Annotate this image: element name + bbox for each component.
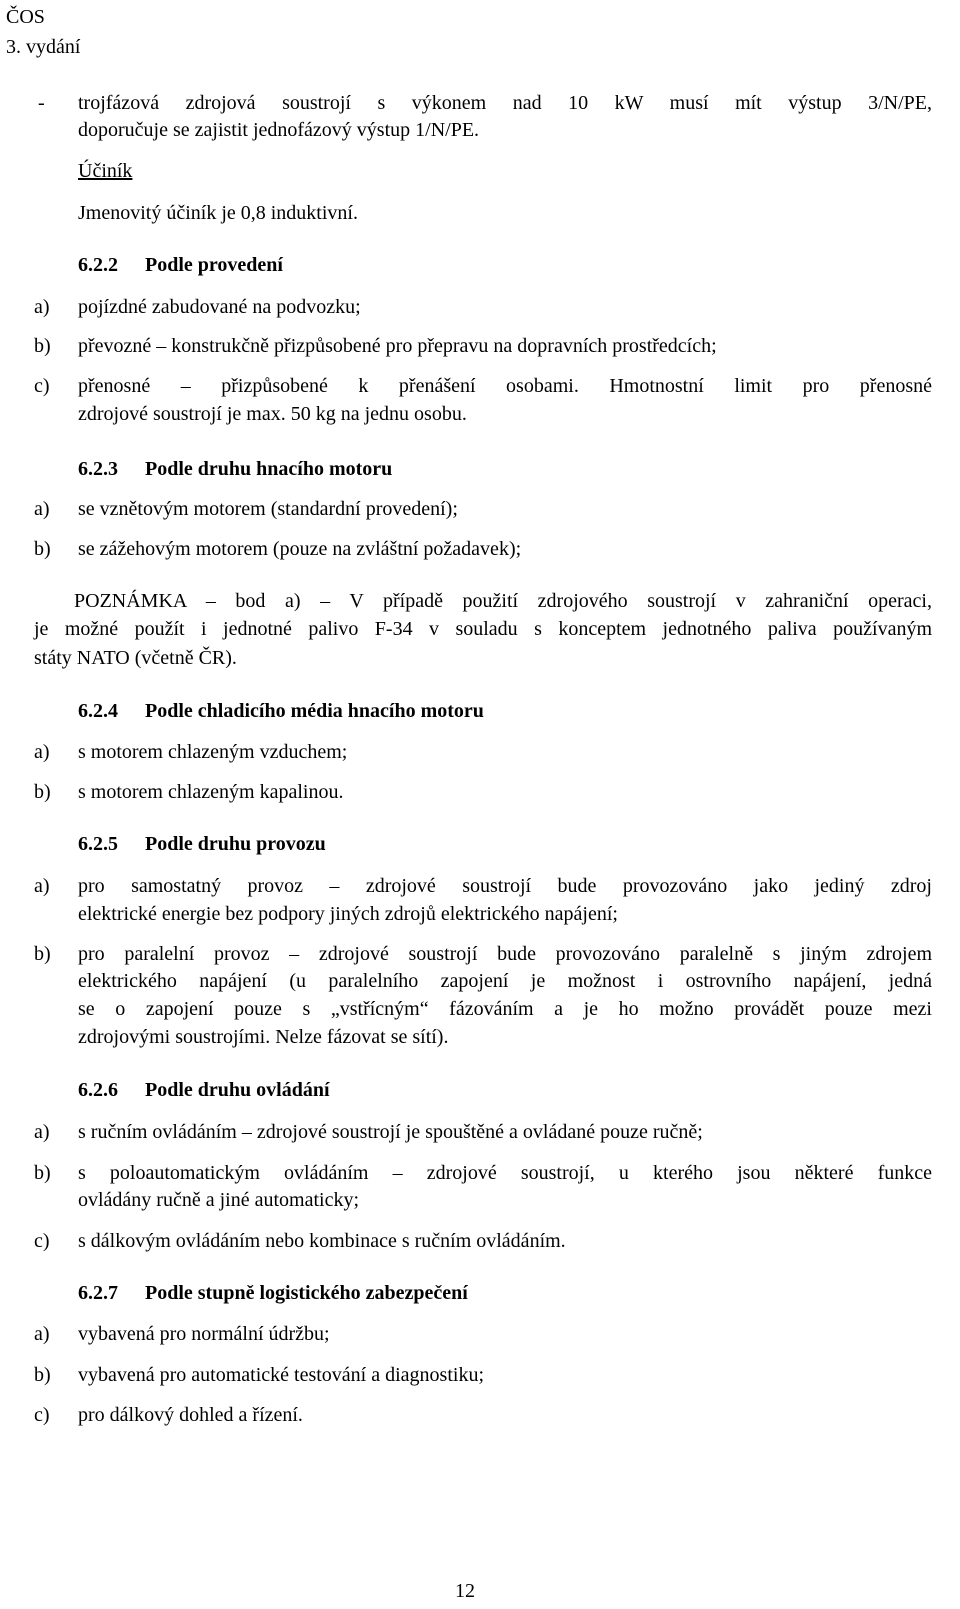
list-item: se zážehovým motorem (pouze na zvláštní požadavek); [78, 538, 522, 560]
list-item: s motorem chlazeným vzduchem; [78, 741, 348, 763]
list-item: s dálkovým ovládáním nebo kombinace s ručním ovládáním. [78, 1230, 566, 1252]
list-dash: - [38, 92, 45, 114]
list-item: pro paralelní provoz – zdrojové soustrojí bude provozováno paralelně s jiným zdrojem [78, 943, 932, 965]
section-title: Podle provedení [145, 254, 283, 276]
list-label: a) [34, 296, 50, 318]
list-label: b) [34, 781, 51, 803]
list-label: c) [34, 1404, 50, 1426]
list-label: c) [34, 375, 50, 397]
intro-line: doporučuje se zajistit jednofázový výstup 1/N/PE. [78, 119, 480, 141]
list-item: pro dálkový dohled a řízení. [78, 1404, 303, 1426]
list-item: vybavená pro normální údržbu; [78, 1323, 330, 1345]
list-label: a) [34, 741, 50, 763]
list-label: b) [34, 1364, 51, 1386]
list-item: přenosné – přizpůsobené k přenášení osobami. Hmotnostní limit pro přenosné [78, 375, 932, 397]
note-line: POZNÁMKA – bod a) – V případě použití zdrojového soustrojí v zahraniční operaci, [74, 590, 932, 612]
list-label: b) [34, 335, 51, 357]
section-number: 6.2.5 [78, 833, 118, 855]
list-item: vybavená pro automatické testování a diagnostiku; [78, 1364, 484, 1386]
list-label: c) [34, 1230, 50, 1252]
list-item: zdrojovými soustrojími. Nelze fázovat se sítí). [78, 1026, 449, 1048]
power-factor-heading: Účiník [78, 160, 133, 182]
list-label: b) [34, 1162, 51, 1184]
list-item: převozné – konstrukčně přizpůsobené pro přepravu na dopravních prostředcích; [78, 335, 717, 357]
list-item: pojízdné zabudované na podvozku; [78, 296, 361, 318]
section-number: 6.2.2 [78, 254, 118, 276]
section-number: 6.2.6 [78, 1079, 118, 1101]
list-label: a) [34, 1121, 50, 1143]
list-item: pro samostatný provoz – zdrojové soustrojí bude provozováno jako jediný zdroj [78, 875, 932, 897]
section-title: Podle druhu provozu [145, 833, 326, 855]
list-label: a) [34, 875, 50, 897]
list-label: a) [34, 1323, 50, 1345]
section-title: Podle druhu ovládání [145, 1079, 330, 1101]
list-item: s poloautomatickým ovládáním – zdrojové soustrojí, u kterého jsou některé funkce [78, 1162, 932, 1184]
note-line: státy NATO (včetně ČR). [34, 647, 237, 669]
list-item: zdrojové soustrojí je max. 50 kg na jednu osobu. [78, 403, 467, 425]
section-number: 6.2.4 [78, 700, 118, 722]
list-item: ovládány ručně a jiné automaticky; [78, 1189, 360, 1211]
section-number: 6.2.3 [78, 458, 118, 480]
list-label: b) [34, 538, 51, 560]
page-number: 12 [455, 1580, 475, 1602]
document-code: ČOS [6, 6, 45, 28]
list-item: se o zapojení pouze s „vstřícným“ fázováním a je ho možno provádět pouze mezi [78, 998, 932, 1020]
section-title: Podle stupně logistického zabezpečení [145, 1282, 468, 1304]
list-label: a) [34, 498, 50, 520]
list-item: s motorem chlazeným kapalinou. [78, 781, 344, 803]
document-edition: 3. vydání [6, 36, 81, 58]
note-line: je možné použít i jednotné palivo F-34 v souladu s konceptem jednotného paliva používaným [34, 618, 932, 640]
section-number: 6.2.7 [78, 1282, 118, 1304]
section-title: Podle druhu hnacího motoru [145, 458, 393, 480]
list-label: b) [34, 943, 51, 965]
list-item: elektrické energie bez podpory jiných zdrojů elektrického napájení; [78, 903, 618, 925]
list-item: elektrického napájení (u paralelního zapojení je možnost i ostrovního napájení, jedná [78, 970, 932, 992]
section-title: Podle chladicího média hnacího motoru [145, 700, 484, 722]
intro-line: trojfázová zdrojová soustrojí s výkonem nad 10 kW musí mít výstup 3/N/PE, [78, 92, 932, 114]
list-item: se vznětovým motorem (standardní provedení); [78, 498, 458, 520]
power-factor-text: Jmenovitý účiník je 0,8 induktivní. [78, 202, 358, 224]
list-item: s ručním ovládáním – zdrojové soustrojí je spouštěné a ovládané pouze ručně; [78, 1121, 703, 1143]
